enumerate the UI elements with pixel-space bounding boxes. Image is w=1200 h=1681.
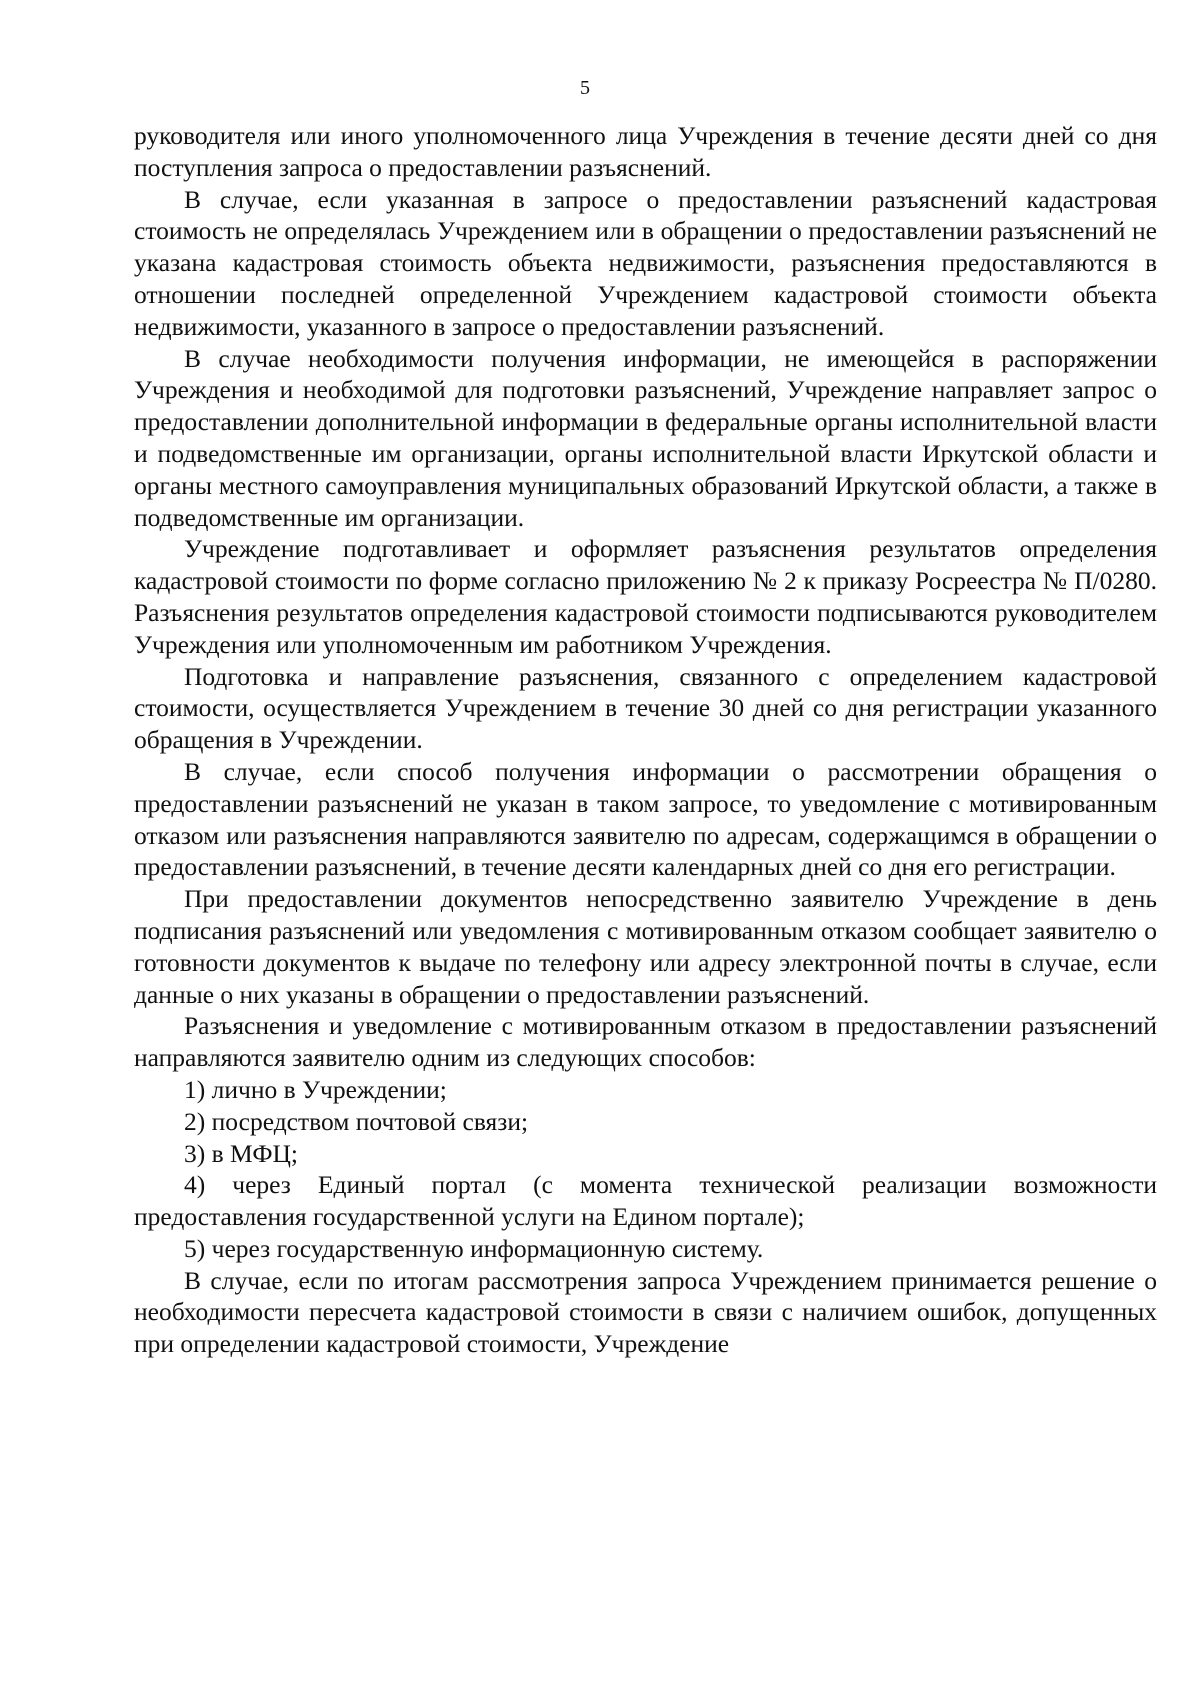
document-body [134, 120, 1157, 1360]
page-number: 5 [580, 77, 590, 99]
list-item: 5) через государственную информационную систему. [184, 1233, 764, 1263]
list-item: 1) лично в Учреждении; [184, 1074, 447, 1104]
list-item: 4) через Единый портал (с момента технической реализации возможности предоставления государственной услуги на Едином портале); [134, 1170, 1157, 1232]
list-item: 2) посредством почтовой связи; [184, 1106, 529, 1136]
delivery-methods-list [134, 1074, 1157, 1265]
paragraph-continuation: руководителя или иного уполномоченного лица Учреждения в течение десяти дней со дня поступления запроса о предоставлении разъяснений. [134, 121, 1157, 182]
paragraph: В случае необходимости получения информации, не имеющейся в распоряжении Учреждения и необходимой для подготовки разъяснений, Учреждение направляет запрос о предоставлении дополнительной информации в федеральные органы исполнительной власти и подведомственные им организации, органы исполнительной власти Иркутской области и органы местного самоуправления муниципальных образований Иркутской области, а также в подведомственные им организации. [134, 343, 1157, 532]
closing-paragraph: В случае, если по итогам рассмотрения запроса Учреждением принимается решение о необходимости пересчета кадастровой стоимости в связи с наличием ошибок, допущенных при определении кадастровой стоимости, Учреждение [134, 1265, 1157, 1359]
paragraph: В случае, если способ получения информации о рассмотрении обращения о предоставлении разъяснений не указан в таком запросе, то уведомление с мотивированным отказом или разъяснения направляются заявителю по адресам, содержащимся в обращении о предоставлении разъяснений, в течение десяти календарных дней со дня его регистрации. [134, 756, 1157, 882]
paragraph: Учреждение подготавливает и оформляет разъяснения результатов определения кадастровой стоимости по форме согласно приложению № 2 к приказу Росреестра № П/0280. Разъяснения результатов определения кадастровой стоимости подписываются руководителем Учреждения или уполномоченным им работником Учреждения. [134, 534, 1157, 659]
paragraph: Подготовка и направление разъяснения, связанного с определением кадастровой стоимости, осуществляется Учреждением в течение 30 дней со дня регистрации указанного обращения в Учреждении. [134, 661, 1157, 755]
paragraph: В случае, если указанная в запросе о предоставлении разъяснений кадастровая стоимость не определялась Учреждением или в обращении о предоставлении разъяснений не указана кадастровая стоимость объекта недвижимости, разъяснения предоставляются в отношении последней определенной Учреждением кадастровой стоимости объекта недвижимости, указанного в запросе о предоставлении разъяснений. [134, 184, 1157, 341]
paragraph: Разъяснения и уведомление с мотивированным отказом в предоставлении разъяснений направляются заявителю одним из следующих способов: [134, 1011, 1157, 1073]
paragraph: При предоставлении документов непосредственно заявителю Учреждение в день подписания разъяснений или уведомления с мотивированным отказом сообщает заявителю о готовности документов к выдаче по телефону или адресу электронной почты в случае, если данные о них указаны в обращении о предоставлении разъяснений. [134, 884, 1157, 1009]
list-item: 3) в МФЦ; [184, 1138, 299, 1168]
